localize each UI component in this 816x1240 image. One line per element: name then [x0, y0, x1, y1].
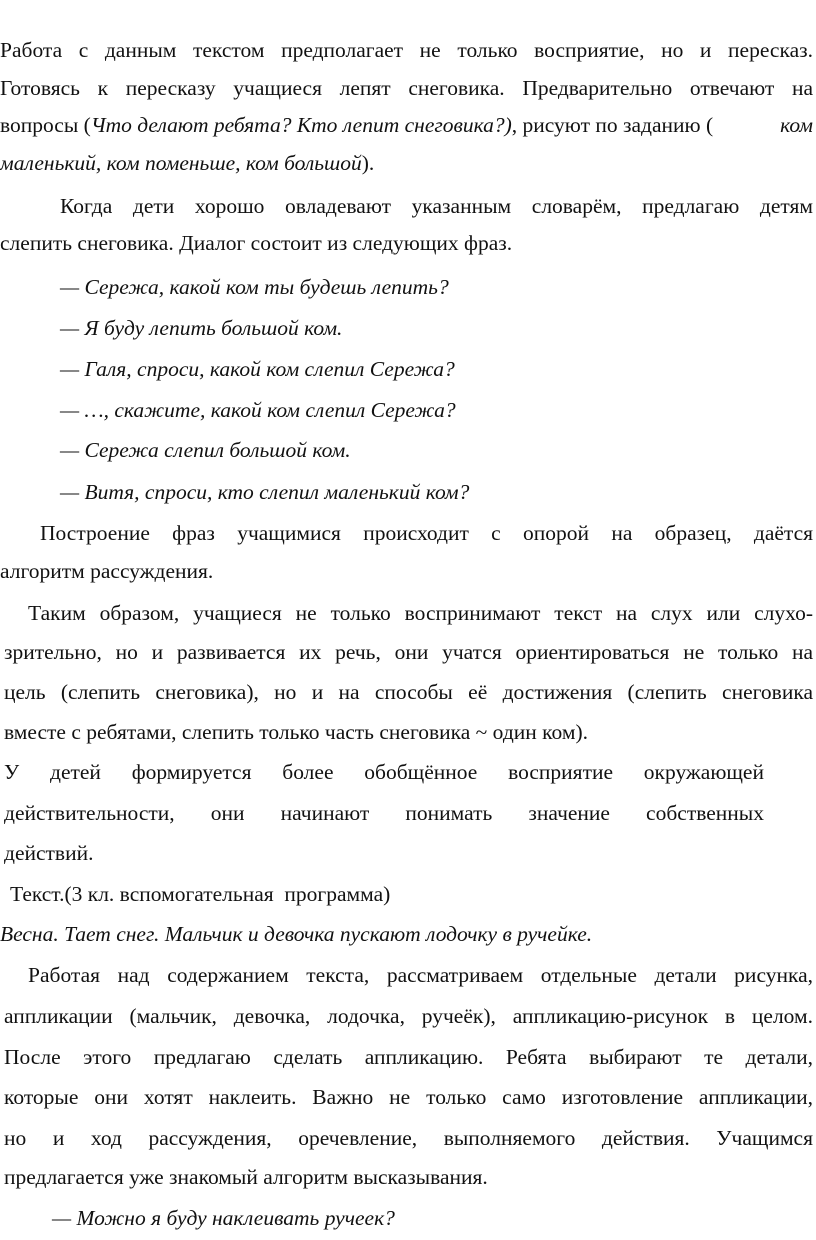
task-italic: маленький, ком поменьше, ком большой: [0, 151, 362, 175]
paragraph-3-line-2: алгоритм рассуждения.: [0, 559, 214, 583]
text-run: , рисуют по заданию (: [511, 113, 714, 137]
paragraph-5-line-1: У детей формируется более обобщённое восприятие окружающей: [4, 760, 764, 784]
dialog-line: — Сережа, какой ком ты будешь лепить?: [60, 275, 449, 299]
paragraph-6-line-3: После этого предлагаю сделать аппликацию. Ребята выбирают те детали,: [4, 1045, 813, 1069]
dialog-line: — Галя, спроси, какой ком слепил Сережа?: [60, 357, 455, 381]
dialog-line: — Я буду лепить большой ком.: [60, 316, 343, 340]
task-italic: ком: [780, 113, 813, 137]
dialog-line: — Можно я буду наклеивать ручеек?: [52, 1206, 395, 1230]
paragraph-6-line-1: Работая над содержанием текста, рассматриваем отдельные детали рисунка,: [28, 963, 813, 987]
paragraph-1-line-4: [0, 149, 374, 177]
paragraph-6-line-2: аппликации (мальчик, девочка, лодочка, ручеёк), аппликацию-рисунок в целом.: [4, 1004, 813, 1028]
paragraph-3-line-1: Построение фраз учащимися происходит с опорой на образец, даётся: [40, 521, 813, 545]
paragraph-1-line-1: Работа с данным текстом предполагает не только восприятие, но и пересказ.: [0, 38, 813, 62]
questions-italic: Что делают ребята? Кто лепит снеговика?): [90, 113, 512, 137]
paragraph-6-line-5: но и ход рассуждения, оречевление, выполняемого действия. Учащимся: [4, 1126, 813, 1150]
paragraph-6-line-4: которые они хотят наклеить. Важно не только само изготовление аппликации,: [4, 1085, 813, 1109]
text-run: вопросы (: [0, 113, 91, 137]
dialog-line: — Витя, спроси, кто слепил маленький ком?: [60, 480, 470, 504]
dialog-line: — …, скажите, какой ком слепил Сережа?: [60, 398, 456, 422]
text-body: Весна. Тает снег. Мальчик и девочка пускают лодочку в ручейке.: [0, 922, 593, 946]
paragraph-5-line-2: действительности, они начинают понимать значение собственных: [4, 801, 764, 825]
paragraph-6-line-6: предлагается уже знакомый алгоритм высказывания.: [4, 1165, 488, 1189]
text-run: ).: [361, 151, 375, 175]
paragraph-4-line-3: цель (слепить снеговика), но и на способы её достижения (слепить снеговика: [4, 680, 813, 704]
paragraph-2-line-1: Когда дети хорошо овладевают указанным словарём, предлагаю детям: [60, 194, 813, 218]
paragraph-1-line-3: [0, 111, 813, 139]
paragraph-4-line-1: Таким образом, учащиеся не только воспринимают текст на слух или слухо-: [28, 601, 813, 625]
paragraph-4-line-4: вместе с ребятами, слепить только часть снеговика ~ один ком).: [4, 720, 588, 744]
paragraph-2-line-2: слепить снеговика. Диалог состоит из следующих фраз.: [0, 231, 513, 255]
paragraph-4-line-2: зрительно, но и развивается их речь, они учатся ориентироваться не только на: [4, 640, 813, 664]
paragraph-1-line-2: Готовясь к пересказу учащиеся лепят снеговика. Предварительно отвечают на: [0, 76, 813, 100]
text-heading: Текст.(3 кл. вспомогательная программа): [10, 882, 391, 906]
paragraph-5-line-3: действий.: [4, 841, 94, 865]
dialog-line: — Сережа слепил большой ком.: [60, 438, 351, 462]
